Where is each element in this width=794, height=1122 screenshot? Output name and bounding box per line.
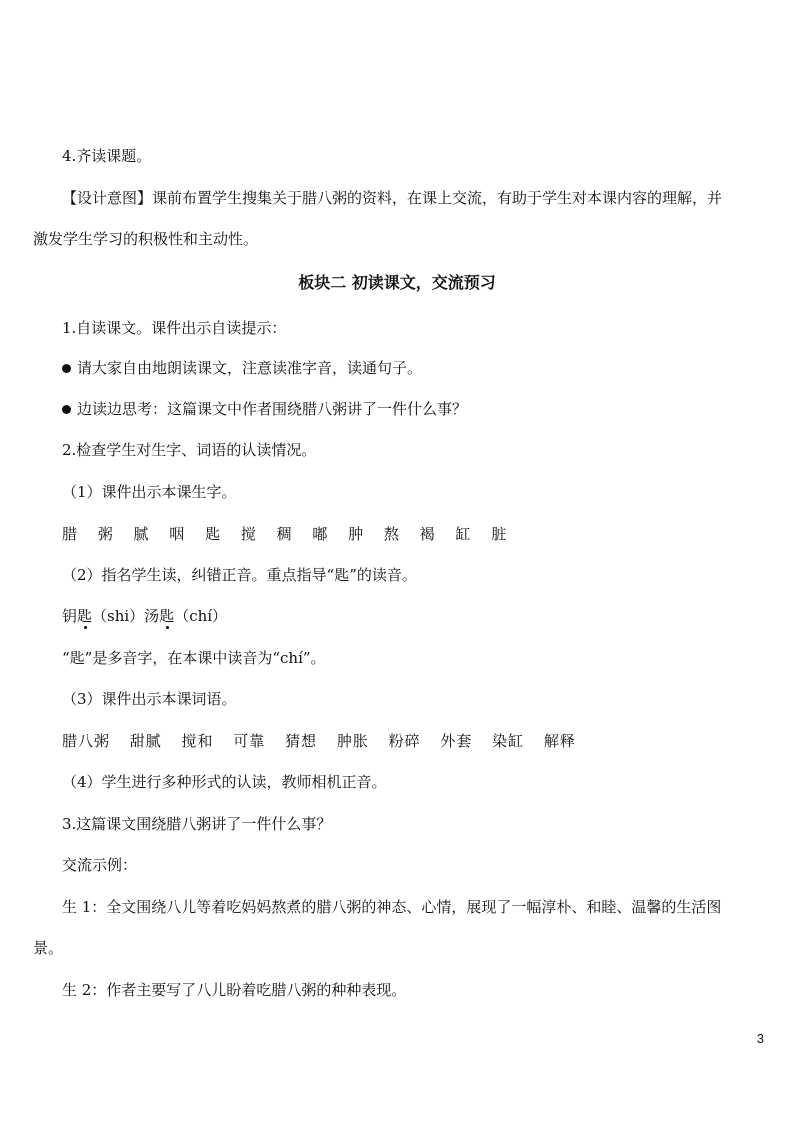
- step-4-text: 4.齐读课题。: [62, 147, 152, 165]
- pron-reading-chi: （chí）: [174, 607, 228, 625]
- step-3-text: 3.这篇课文围绕腊八粥讲了一件什么事？: [62, 815, 332, 833]
- bullet-icon: [62, 364, 71, 373]
- pron-reading-shi: （shi）汤: [92, 607, 160, 625]
- bullet-item-2: [62, 399, 754, 419]
- design-intent-line-1: 【设计意图】课前布置学生搜集关于腊八粥的资料，在课上交流，有助于学生对本课内容的理解，并: [62, 189, 723, 207]
- bullet-icon: [62, 405, 71, 414]
- sub-step-4: （4）学生进行多种形式的认读，教师相机正音。: [62, 773, 387, 791]
- bullet-item-1-text: 请大家自由地朗读课文，注意读准字音，读通句子。: [77, 359, 423, 377]
- exchange-example-label: 交流示例：: [62, 856, 138, 874]
- polyphone-note: “匙”是多音字，在本课中读音为“chí”。: [62, 649, 326, 667]
- design-intent-line-2: 激发学生学习的积极性和主动性。: [33, 230, 259, 248]
- sub-step-2: （2）指名学生读，纠错正音。重点指导“匙”的读音。: [62, 566, 417, 584]
- student-1-answer-line-1: 生 1：全文围绕八儿等着吃妈妈熬煮的腊八粥的神态、心情，展现了一幅淳朴、和睦、温馨的生活图: [62, 898, 722, 916]
- new-characters-list: 腊 粥 腻 咽 匙 搅 稠 嘟 肿 熬 褐 缸 脏: [62, 525, 508, 543]
- pron-char-chi-dotted: 匙: [159, 607, 175, 625]
- sub-step-3: （3）课件出示本课词语。: [62, 690, 237, 708]
- step-2-text: 2.检查学生对生字、词语的认读情况。: [62, 441, 317, 459]
- pron-char-yao: 钥: [62, 607, 78, 625]
- student-2-answer: 生 2：作者主要写了八儿盼着吃腊八粥的种种表现。: [62, 981, 407, 999]
- step-1-text: 1.自读课文。课件出示自读提示：: [62, 319, 287, 337]
- pron-char-shi-dotted: 匙: [77, 607, 93, 625]
- student-1-answer-line-2: 景。: [33, 939, 64, 957]
- sub-step-1: （1）课件出示本课生字。: [62, 483, 237, 501]
- section-heading: 板块二 初读课文，交流预习: [298, 273, 496, 292]
- page-number: 3: [756, 1031, 764, 1046]
- pronunciation-line: [62, 606, 754, 626]
- new-words-list: 腊八粥 甜腻 搅和 可靠 猜想 肿胀 粉碎 外套 染缸 解释: [62, 732, 576, 750]
- bullet-item-2-text: 边读边思考：这篇课文中作者围绕腊八粥讲了一件什么事？: [77, 400, 468, 418]
- bullet-item-1: [62, 358, 754, 378]
